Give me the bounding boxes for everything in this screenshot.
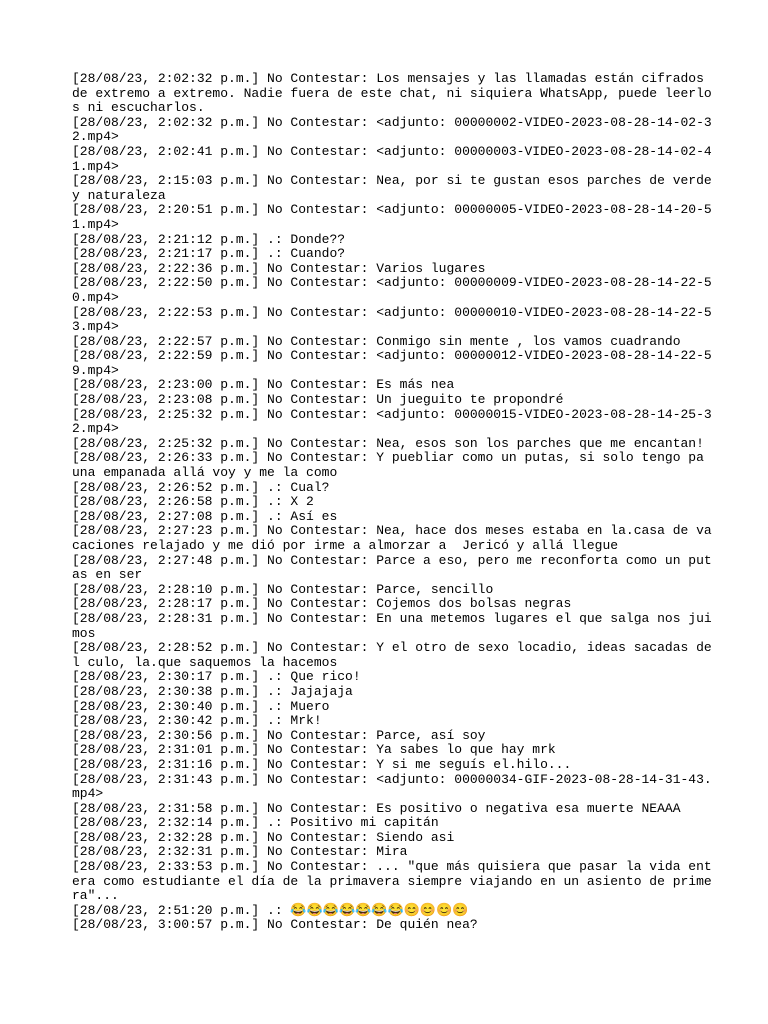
chat-message-line: [28/08/23, 2:21:12 p.m.] .: Donde?? (72, 231, 346, 247)
chat-message-line: [28/08/23, 2:25:32 p.m.] No Contestar: <adjunto: 00000015-VIDEO-2023-08-28-14-25-32.mp4> (72, 406, 712, 437)
chat-message-line: [28/08/23, 2:30:38 p.m.] .: Jajajaja (72, 683, 353, 699)
chat-message-line: [28/08/23, 2:51:20 p.m.] .: 😂😂😂😂😂😂😂😊😊😊😊 (72, 902, 469, 918)
chat-message-line: [28/08/23, 2:02:32 p.m.] No Contestar: <adjunto: 00000002-VIDEO-2023-08-28-14-02-32.mp4> (72, 114, 712, 145)
chat-message-line: [28/08/23, 2:33:53 p.m.] No Contestar: ... "que más quisiera que pasar la vida entera como estudiante el día de la primavera siempre viajando en un asiento de primera"... (72, 859, 712, 904)
chat-message-line: [28/08/23, 2:32:31 p.m.] No Contestar: Mira (72, 844, 408, 860)
chat-message-line: [28/08/23, 2:26:52 p.m.] .: Cual? (72, 479, 330, 495)
chat-message-line: [28/08/23, 2:28:52 p.m.] No Contestar: Y el otro de sexo locadio, ideas sacadas del culo, la.que saquemos la hacemos (72, 640, 712, 670)
chat-message-line: [28/08/23, 2:02:32 p.m.] No Contestar: Los mensajes y las llamadas están cifrados de extremo a extremo. Nadie fuera de este chat, ni siquiera WhatsApp, puede leerlos ni escucharlos. (72, 71, 712, 116)
chat-message-line: [28/08/23, 2:32:14 p.m.] .: Positivo mi capitán (72, 815, 439, 831)
chat-message-line: [28/08/23, 2:26:33 p.m.] No Contestar: Y puebliar como un putas, si solo tengo pa una empanada allá voy y me la como (72, 450, 712, 481)
chat-message-line: [28/08/23, 2:22:53 p.m.] No Contestar: <adjunto: 00000010-VIDEO-2023-08-28-14-22-53.mp4> (72, 304, 712, 335)
chat-message-line: [28/08/23, 2:31:58 p.m.] No Contestar: Es positivo o negativa esa muerte NEAAA (72, 800, 681, 816)
chat-message-line: [28/08/23, 2:30:42 p.m.] .: Mrk! (72, 713, 322, 729)
chat-message-line: [28/08/23, 2:27:08 p.m.] .: Así es (72, 508, 338, 524)
chat-message-line: [28/08/23, 2:30:17 p.m.] .: Que rico! (72, 669, 361, 685)
chat-message-line: [28/08/23, 2:23:00 p.m.] No Contestar: Es más nea (72, 377, 455, 393)
chat-message-line: [28/08/23, 2:22:36 p.m.] No Contestar: Varios lugares (72, 260, 486, 276)
chat-message-line: [28/08/23, 2:30:40 p.m.] .: Muero (72, 698, 330, 714)
chat-message-line: [28/08/23, 2:31:16 p.m.] No Contestar: Y si me seguís el.hilo... (72, 756, 572, 772)
chat-message-line: [28/08/23, 2:25:32 p.m.] No Contestar: Nea, esos son los parches que me encantan! (72, 435, 704, 451)
chat-message-line: [28/08/23, 2:20:51 p.m.] No Contestar: <adjunto: 00000005-VIDEO-2023-08-28-14-20-51.mp4> (72, 202, 712, 232)
chat-message-line: [28/08/23, 2:32:28 p.m.] No Contestar: Siendo asi (72, 829, 455, 845)
chat-message-line: [28/08/23, 2:30:56 p.m.] No Contestar: Parce, así soy (72, 727, 486, 743)
chat-message-line: [28/08/23, 2:28:31 p.m.] No Contestar: En una metemos lugares el que salga nos juimos (72, 610, 712, 641)
chat-message-line: [28/08/23, 2:22:57 p.m.] No Contestar: Conmigo sin mente , los vamos cuadrando (72, 333, 681, 349)
chat-message-line: [28/08/23, 2:28:10 p.m.] No Contestar: Parce, sencillo (72, 581, 494, 597)
chat-message-line: [28/08/23, 2:02:41 p.m.] No Contestar: <adjunto: 00000003-VIDEO-2023-08-28-14-02-41.mp4> (72, 143, 712, 174)
chat-message-line: [28/08/23, 2:15:03 p.m.] No Contestar: Nea, por si te gustan esos parches de verde y naturaleza (72, 173, 720, 203)
chat-message-line: [28/08/23, 2:31:01 p.m.] No Contestar: Ya sabes lo que hay mrk (72, 742, 556, 758)
chat-message-line: [28/08/23, 2:22:59 p.m.] No Contestar: <adjunto: 00000012-VIDEO-2023-08-28-14-22-59.mp4> (72, 348, 712, 378)
chat-message-line: [28/08/23, 3:00:57 p.m.] No Contestar: De quién nea? (72, 917, 478, 933)
chat-message-line: [28/08/23, 2:28:17 p.m.] No Contestar: Cojemos dos bolsas negras (72, 596, 572, 612)
chat-message-line: [28/08/23, 2:27:23 p.m.] No Contestar: Nea, hace dos meses estaba en la.casa de vacaciones relajado y me dió por irme a almorzar a Jericó y allá llegue (72, 523, 712, 553)
chat-message-line: [28/08/23, 2:26:58 p.m.] .: X 2 (72, 494, 314, 510)
chat-message-line: [28/08/23, 2:23:08 p.m.] No Contestar: Un jueguito te propondré (72, 392, 564, 408)
chat-message-line: [28/08/23, 2:21:17 p.m.] .: Cuando? (72, 246, 346, 262)
chat-message-line: [28/08/23, 2:22:50 p.m.] No Contestar: <adjunto: 00000009-VIDEO-2023-08-28-14-22-50.mp4> (72, 275, 712, 305)
chat-message-line: [28/08/23, 2:31:43 p.m.] No Contestar: <adjunto: 00000034-GIF-2023-08-28-14-31-43.mp4> (72, 771, 712, 802)
chat-message-line: [28/08/23, 2:27:48 p.m.] No Contestar: Parce a eso, pero me reconforta como un putas en ser (72, 552, 712, 583)
chat-transcript (72, 71, 720, 933)
